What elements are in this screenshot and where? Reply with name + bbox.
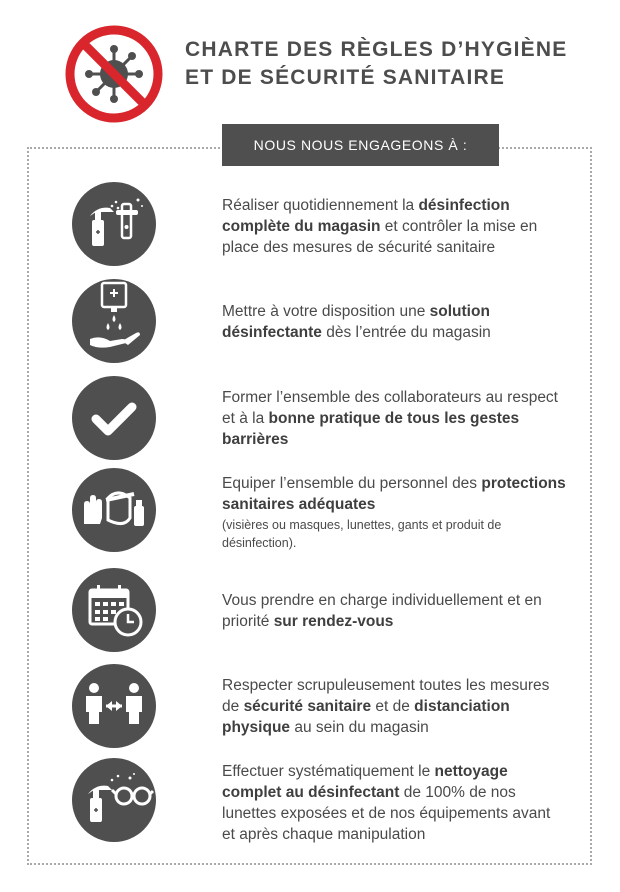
disinfect-glasses-icon bbox=[72, 758, 156, 842]
text-part: dès l’entrée du magasin bbox=[321, 324, 491, 341]
title-line-2: ET DE SÉCURITÉ SANITAIRE bbox=[185, 66, 506, 89]
disinfect-door-handle-icon bbox=[72, 182, 156, 266]
commitment-text bbox=[222, 761, 567, 845]
text-part: de 100% de nos lunettes exposées et de nos équipements avant et après chaque manipulation bbox=[222, 784, 551, 843]
text-part: Réaliser quotidiennement la bbox=[222, 197, 419, 214]
text-bold: distanciation physique bbox=[222, 698, 510, 736]
text-part: Effectuer systématiquement le bbox=[222, 763, 435, 780]
text-bold: sécurité sanitaire bbox=[243, 698, 372, 715]
no-virus-icon bbox=[62, 22, 166, 126]
commitment-text bbox=[222, 675, 567, 738]
text-part: Mettre à votre disposition une bbox=[222, 303, 430, 320]
commitment-text bbox=[222, 473, 567, 552]
commitment-text bbox=[222, 301, 567, 343]
text-part: Respecter scrupuleusement toutes les mesures de bbox=[222, 677, 550, 715]
calendar-clock-icon bbox=[72, 568, 156, 652]
commitments-banner: NOUS NOUS ENGAGEONS À : bbox=[222, 124, 499, 166]
text-bold: bonne pratique de tous les gestes barrières bbox=[222, 410, 520, 448]
protective-equipment-icon bbox=[72, 468, 156, 552]
text-part: et contrôler la mise en place des mesures de sécurité sanitaire bbox=[222, 218, 538, 256]
commitment-text bbox=[222, 590, 567, 632]
text-note: (visières ou masques, lunettes, gants et produit de désinfection). bbox=[222, 518, 502, 550]
text-bold: désinfection complète du magasin bbox=[222, 197, 510, 235]
title-line-1: CHARTE DES RÈGLES D’HYGIÈNE bbox=[185, 38, 568, 61]
page-title bbox=[185, 36, 605, 92]
text-part: Vous prendre en charge individuellement et en priorité bbox=[222, 592, 542, 630]
text-bold: sur rendez-vous bbox=[273, 613, 394, 630]
text-part: au sein du magasin bbox=[290, 719, 429, 736]
text-part: et de bbox=[371, 698, 415, 715]
text-bold: protections sanitaires adéquates bbox=[222, 475, 566, 513]
text-part: Equiper l’ensemble du personnel des bbox=[222, 475, 482, 492]
social-distancing-icon bbox=[72, 664, 156, 748]
text-bold: nettoyage complet au désinfectant bbox=[222, 763, 508, 801]
commitment-text bbox=[222, 387, 567, 450]
checkmark-icon bbox=[72, 376, 156, 460]
hand-sanitizer-dispenser-icon bbox=[72, 279, 156, 363]
commitment-text bbox=[222, 195, 567, 258]
text-bold: solution désinfectante bbox=[222, 303, 490, 341]
text-part: Former l’ensemble des collaborateurs au respect et à la bbox=[222, 389, 558, 427]
